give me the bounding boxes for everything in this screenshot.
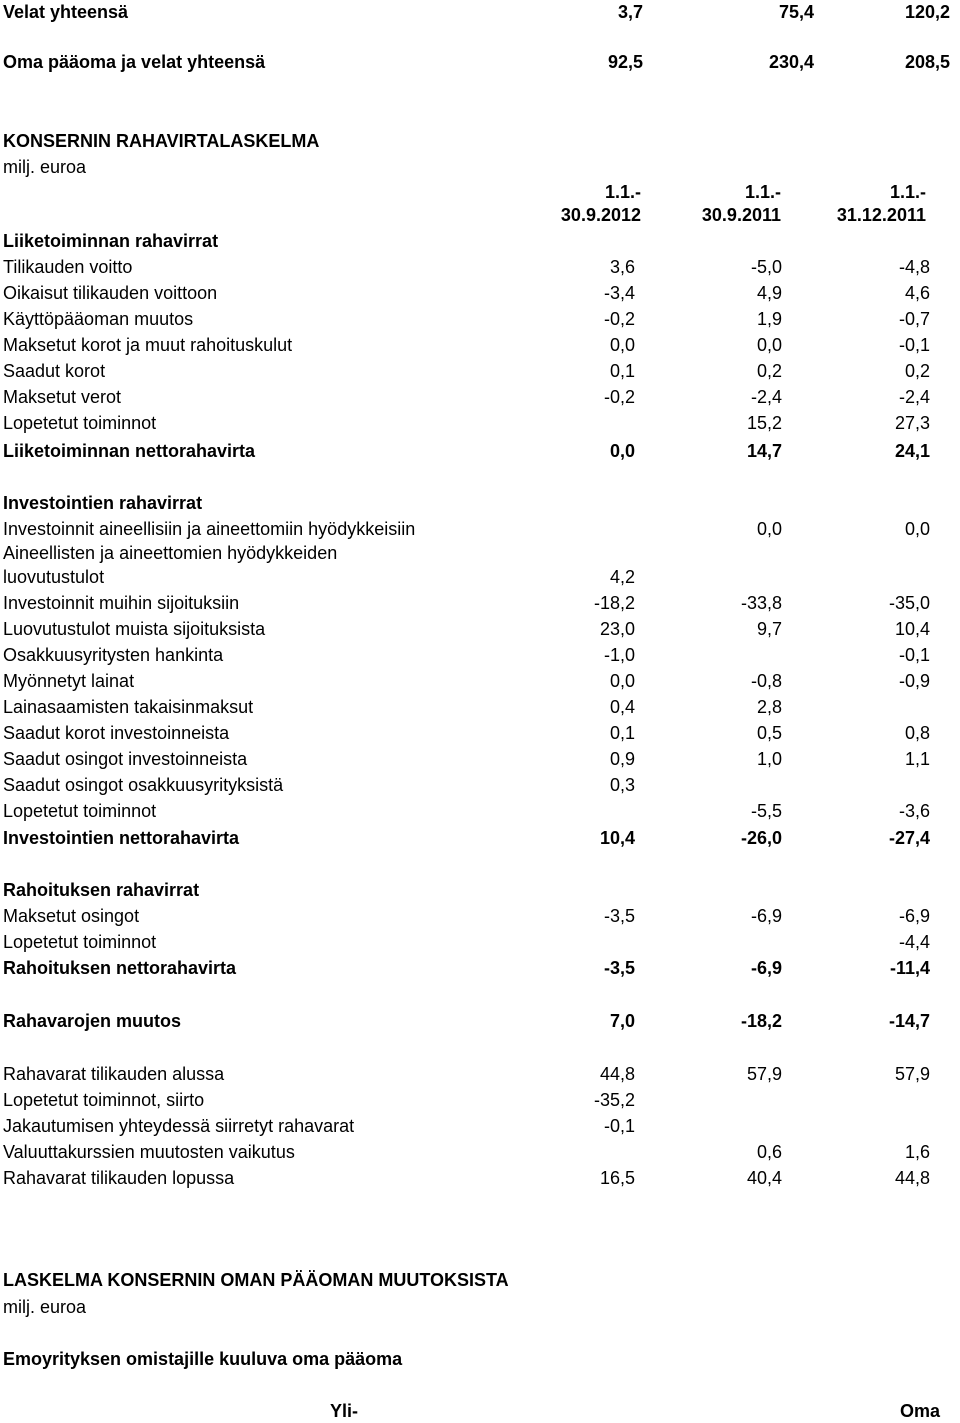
row-label: Lainasaamisten takaisinmaksut — [3, 697, 254, 717]
value-cell: -3,6 — [898, 801, 930, 821]
value-cell: -0,1 — [898, 645, 930, 665]
value-cell: 230,4 — [768, 52, 814, 72]
total-row — [3, 956, 943, 980]
value-cell: 0,0 — [756, 519, 782, 539]
value-cell: -2,4 — [898, 387, 930, 407]
row-label: Saadut osingot investoinneista — [3, 749, 248, 769]
value-cell: -6,9 — [898, 906, 930, 926]
value-cell: -35,2 — [593, 1090, 635, 1110]
table-row — [3, 747, 943, 771]
row-label: Lopetetut toiminnot, siirto — [3, 1090, 205, 1110]
value-cell: -2,4 — [750, 387, 782, 407]
row-label: Liiketoiminnan nettorahavirta — [3, 441, 256, 461]
row-label: Rahavarat tilikauden alussa — [3, 1064, 225, 1084]
row-label: Jakautumisen yhteydessä siirretyt rahavarat — [3, 1116, 355, 1136]
row-label: Oma pääoma ja velat yhteensä — [3, 52, 266, 72]
value-cell: 4,6 — [904, 283, 930, 303]
value-cell: -5,5 — [750, 801, 782, 821]
value-cell: -11,4 — [889, 958, 930, 978]
row-label: Maksetut osingot — [3, 906, 140, 926]
value-cell: 0,0 — [756, 335, 782, 355]
table-row — [3, 930, 943, 954]
table-row — [3, 591, 943, 615]
value-cell: 0,3 — [609, 775, 635, 795]
table-row — [3, 411, 943, 435]
table-row — [3, 695, 943, 719]
value-cell: 44,8 — [599, 1064, 635, 1084]
section-heading: Liiketoiminnan rahavirrat — [3, 231, 219, 251]
value-cell: 0,1 — [609, 723, 635, 743]
table-row — [3, 333, 943, 357]
value-cell: -0,2 — [603, 309, 635, 329]
value-cell: -35,0 — [888, 593, 930, 613]
row-label: Investointien nettorahavirta — [3, 828, 240, 848]
section-title: LASKELMA KONSERNIN OMAN PÄÄOMAN MUUTOKSISTA — [3, 1270, 509, 1290]
value-cell: 57,9 — [894, 1064, 930, 1084]
row-label-line1: Aineellisten ja aineettomien hyödykkeiden — [3, 543, 338, 563]
value-cell: -26,0 — [740, 828, 782, 848]
section-title: KONSERNIN RAHAVIRTALASKELMA — [3, 131, 320, 151]
total-row — [3, 439, 943, 463]
value-cell: 0,8 — [904, 723, 930, 743]
column-header-line2: 30.9.2012 — [560, 205, 641, 225]
row-label: Saadut osingot osakkuusyrityksistä — [3, 775, 284, 795]
table-row — [3, 565, 943, 589]
column-header: Oma — [900, 1401, 941, 1421]
value-cell: 44,8 — [894, 1168, 930, 1188]
value-cell: -33,8 — [740, 593, 782, 613]
value-cell: -18,2 — [593, 593, 635, 613]
table-row — [3, 0, 950, 24]
value-cell: 0,4 — [609, 697, 635, 717]
table-row — [3, 643, 943, 667]
value-cell: 1,9 — [756, 309, 782, 329]
value-cell: 57,9 — [746, 1064, 782, 1084]
row-label: Lopetetut toiminnot — [3, 801, 157, 821]
value-cell: -4,4 — [898, 932, 930, 952]
row-label: Maksetut korot ja muut rahoituskulut — [3, 335, 293, 355]
value-cell: -1,0 — [603, 645, 635, 665]
value-cell: 16,5 — [599, 1168, 635, 1188]
row-label: luovutustulot — [3, 567, 105, 587]
column-header-line1: 1.1.- — [604, 182, 641, 202]
value-cell: -3,5 — [603, 958, 635, 978]
value-cell: 9,7 — [756, 619, 782, 639]
value-cell: 0,0 — [609, 671, 635, 691]
value-cell: -14,7 — [888, 1011, 930, 1031]
column-header-line2: 30.9.2011 — [701, 205, 781, 225]
row-label: Osakkuusyritysten hankinta — [3, 645, 224, 665]
value-cell: 4,9 — [756, 283, 782, 303]
value-cell: 10,4 — [599, 828, 635, 848]
value-cell: -6,9 — [750, 906, 782, 926]
value-cell: 14,7 — [746, 441, 782, 461]
row-label: Investoinnit muihin sijoituksiin — [3, 593, 240, 613]
value-cell: 0,2 — [756, 361, 782, 381]
column-header-line1: 1.1.- — [744, 182, 781, 202]
value-cell: -4,8 — [898, 257, 930, 277]
table-row — [3, 904, 943, 928]
value-cell: 40,4 — [746, 1168, 782, 1188]
value-cell: -0,2 — [603, 387, 635, 407]
value-cell: 0,9 — [609, 749, 635, 769]
row-label: Valuuttakurssien muutosten vaikutus — [3, 1142, 295, 1162]
column-header-line1: 1.1.- — [889, 182, 926, 202]
value-cell: 120,2 — [904, 2, 950, 22]
table-row — [3, 1088, 943, 1112]
column-header: Yli- — [330, 1401, 359, 1421]
value-cell: 23,0 — [599, 619, 635, 639]
table-row — [3, 281, 943, 305]
row-label: Myönnetyt lainat — [3, 671, 135, 691]
value-cell: -0,1 — [898, 335, 930, 355]
value-cell: -5,0 — [750, 257, 782, 277]
row-label: Rahoituksen nettorahavirta — [3, 958, 237, 978]
value-cell: -3,5 — [603, 906, 635, 926]
value-cell: 1,6 — [904, 1142, 930, 1162]
unit-label: milj. euroa — [3, 1297, 87, 1317]
value-cell: 27,3 — [894, 413, 930, 433]
table-row — [3, 773, 943, 797]
unit-label: milj. euroa — [3, 157, 87, 177]
value-cell: -0,9 — [898, 671, 930, 691]
table-row — [3, 669, 943, 693]
table-row — [3, 617, 943, 641]
table-row — [3, 1166, 943, 1190]
column-header-line2: 31.12.2011 — [836, 205, 926, 225]
value-cell: -18,2 — [740, 1011, 782, 1031]
row-label: Rahavarat tilikauden lopussa — [3, 1168, 235, 1188]
row-label: Käyttöpääoman muutos — [3, 309, 194, 329]
table-row — [3, 1140, 943, 1164]
table-row — [3, 307, 943, 331]
value-cell: 0,6 — [756, 1142, 782, 1162]
table-row — [3, 50, 950, 74]
table-row — [3, 517, 943, 541]
value-cell: 0,0 — [609, 441, 635, 461]
row-label: Rahavarojen muutos — [3, 1011, 182, 1031]
total-row — [3, 1009, 943, 1033]
table-row — [3, 721, 943, 745]
row-label: Lopetetut toiminnot — [3, 932, 157, 952]
value-cell: 1,0 — [756, 749, 782, 769]
value-cell: 0,0 — [609, 335, 635, 355]
value-cell: 2,8 — [756, 697, 782, 717]
section-heading: Emoyrityksen omistajille kuuluva oma pääoma — [3, 1349, 403, 1369]
value-cell: -0,1 — [603, 1116, 635, 1136]
value-cell: 0,1 — [609, 361, 635, 381]
row-label: Saadut korot — [3, 361, 106, 381]
value-cell: 0,5 — [756, 723, 782, 743]
value-cell: 10,4 — [894, 619, 930, 639]
table-row — [3, 359, 943, 383]
table-row — [3, 1062, 943, 1086]
value-cell: 7,0 — [609, 1011, 635, 1031]
row-label: Velat yhteensä — [3, 2, 129, 22]
value-cell: 0,0 — [904, 519, 930, 539]
row-label: Lopetetut toiminnot — [3, 413, 157, 433]
row-label: Investoinnit aineellisiin ja aineettomiin hyödykkeisiin — [3, 519, 416, 539]
value-cell: 24,1 — [894, 441, 930, 461]
value-cell: 208,5 — [904, 52, 950, 72]
total-row — [3, 826, 943, 850]
table-row — [3, 255, 943, 279]
section-heading: Rahoituksen rahavirrat — [3, 880, 200, 900]
value-cell: 3,7 — [617, 2, 643, 22]
value-cell: -6,9 — [750, 958, 782, 978]
value-cell: 1,1 — [904, 749, 930, 769]
value-cell: 4,2 — [609, 567, 635, 587]
value-cell: -0,7 — [898, 309, 930, 329]
value-cell: 0,2 — [904, 361, 930, 381]
value-cell: -27,4 — [888, 828, 930, 848]
row-label: Maksetut verot — [3, 387, 122, 407]
value-cell: 15,2 — [746, 413, 782, 433]
row-label: Oikaisut tilikauden voittoon — [3, 283, 218, 303]
table-row — [3, 385, 943, 409]
table-row — [3, 1114, 943, 1138]
value-cell: 3,6 — [609, 257, 635, 277]
value-cell: -0,8 — [750, 671, 782, 691]
value-cell: 75,4 — [778, 2, 814, 22]
row-label: Saadut korot investoinneista — [3, 723, 230, 743]
section-heading: Investointien rahavirrat — [3, 493, 203, 513]
table-row — [3, 799, 943, 823]
value-cell: -3,4 — [603, 283, 635, 303]
value-cell: 92,5 — [607, 52, 643, 72]
row-label: Luovutustulot muista sijoituksista — [3, 619, 266, 639]
row-label: Tilikauden voitto — [3, 257, 133, 277]
